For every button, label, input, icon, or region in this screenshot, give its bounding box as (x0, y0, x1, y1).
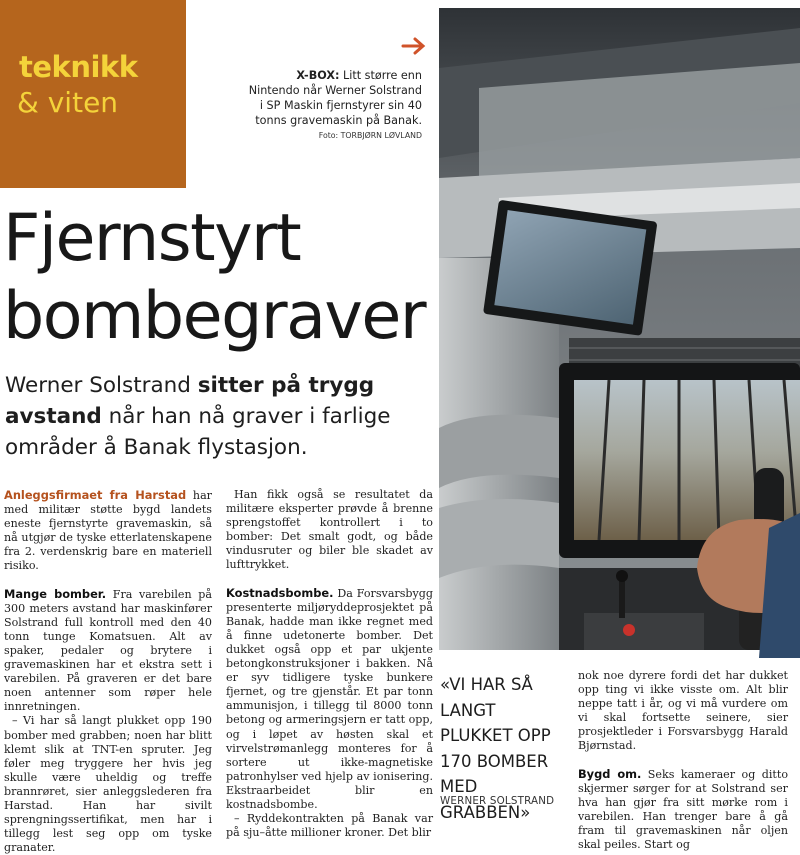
paragraph (226, 586, 433, 813)
paragraph: Han fikk også se resultatet da militære eksperter prøvde å brenne sprengstoffet kontrollert i to bomber: Det smalt godt, og både vindusruter og biler ble skadet av lufttrykket. (226, 488, 433, 572)
caption-line: Nintendo når Werner Solstrand (248, 84, 422, 97)
arrow-right-icon (402, 36, 426, 61)
subheading: Mange bomber. (4, 586, 107, 601)
headline-line: bombegraver (3, 279, 426, 354)
lead-text: Werner Solstrand (5, 373, 198, 398)
kicker: Anleggsfirmaet fra Harstad (4, 488, 187, 502)
paragraph: – Ryddekontrakten på Banak var på sju–åtte millioner kroner. Det blir (226, 812, 433, 840)
photo-credit: Foto: TORBJØRN LØVLAND (318, 131, 422, 140)
caption-line: tonns gravemaskin på Banak. (255, 114, 422, 127)
caption-line: Litt større enn (343, 69, 422, 82)
paragraph (578, 767, 788, 853)
lead-bold: sitter på trygg avstand (5, 373, 375, 429)
paragraph-text: Fra varebilen på 300 meters avstand har maskinfører Solstrand full kontroll med den 40 tonn tunge Komatsuen. Alt av spaker, pedaler og brytere i gravemaskinen har et ekstra sett i varebilen. På graveren er det bare noen antenner som røper hele innretningen. (4, 587, 212, 714)
lead-paragraph (5, 370, 437, 463)
section-title: teknikk (19, 50, 138, 84)
pull-quote-author: WERNER SOLSTRAND (440, 795, 555, 807)
paragraph-text: Da Forsvarsbygg presenterte miljøryddeprosjektet på Banak, hadde man ikke regnet med å finne udetonerte bomber. Det dukket også opp et par ukjente betongkonstruksjoner i bakken. Nå er syv tidligere tyske bunkere fjernet, og tre gjenstår. Et par tonn ammunisjon, i tillegg til 8000 tonn betong og armeringsjern er tatt opp, og i løpet av høsten skal et virvelstrømanlegg monteres for å sortere ut ikke-magnetiske patronhylser ved hjelp av ionisering. Ekstraarbeidet blir en kostnadsbombe. (226, 586, 433, 811)
caption-label: X-BOX: (296, 69, 340, 82)
subheading: Kostnadsbombe. (226, 585, 334, 600)
section-badge (0, 0, 186, 188)
pull-quote: «VI HAR SÅ LANGT PLUKKET OPP 170 BOMBER MED GRABBEN» (440, 675, 551, 822)
paragraph: – Vi har så langt plukket opp 190 bomber med grabben; noen har blitt klemt slik at TNT-en spruter. Jeg føler meg tryggere her hvis jeg skulle være uheldig og treffe brannrøret, sier anleggslederen fra Harstad. Han har sivilt sprengningssertifikat, men har i tillegg lest seg opp om tyske granater. (4, 714, 212, 855)
article-column-1 (4, 488, 212, 855)
article-column-3 (578, 669, 788, 852)
paragraph-text: har med militær støtte bygd landets eneste fjernstyrte gravemaskin, så nå utgjør de tyske etterlatenskapene fra 2. verdenskrig bare en materiell risiko. (4, 489, 212, 573)
headline-line: Fjernstyrt (3, 201, 301, 276)
photo-caption (218, 68, 422, 128)
lead-text: når han nå graver i farlige områder å Banak flystasjon. (5, 404, 391, 460)
caption-line: i SP Maskin fjernstyrer sin 40 (259, 99, 422, 112)
section-subtitle: & viten (17, 86, 119, 119)
photo-illustration (439, 8, 800, 650)
paragraph (4, 488, 212, 574)
subheading: Bygd om. (578, 766, 642, 781)
article-photo (439, 8, 800, 650)
paragraph: nok noe dyrere fordi det har dukket opp ting vi ikke visste om. Alt blir neppe tatt i år, og vi må vurdere om vi skal fortsette seinere, sier prosjektleder i Forsvarsbygg Harald Bjørnstad. (578, 669, 788, 753)
headline (3, 200, 425, 356)
paragraph (4, 587, 212, 715)
paragraph-text: Seks kameraer og ditto skjermer sørger for at Solstrand ser hva han gjør fra sitt mørke rom i varebilen. Han trenger bare å gå fram til gravemaskinen når oljen skal peiles. Start og (578, 767, 788, 852)
article-column-2 (226, 488, 433, 840)
